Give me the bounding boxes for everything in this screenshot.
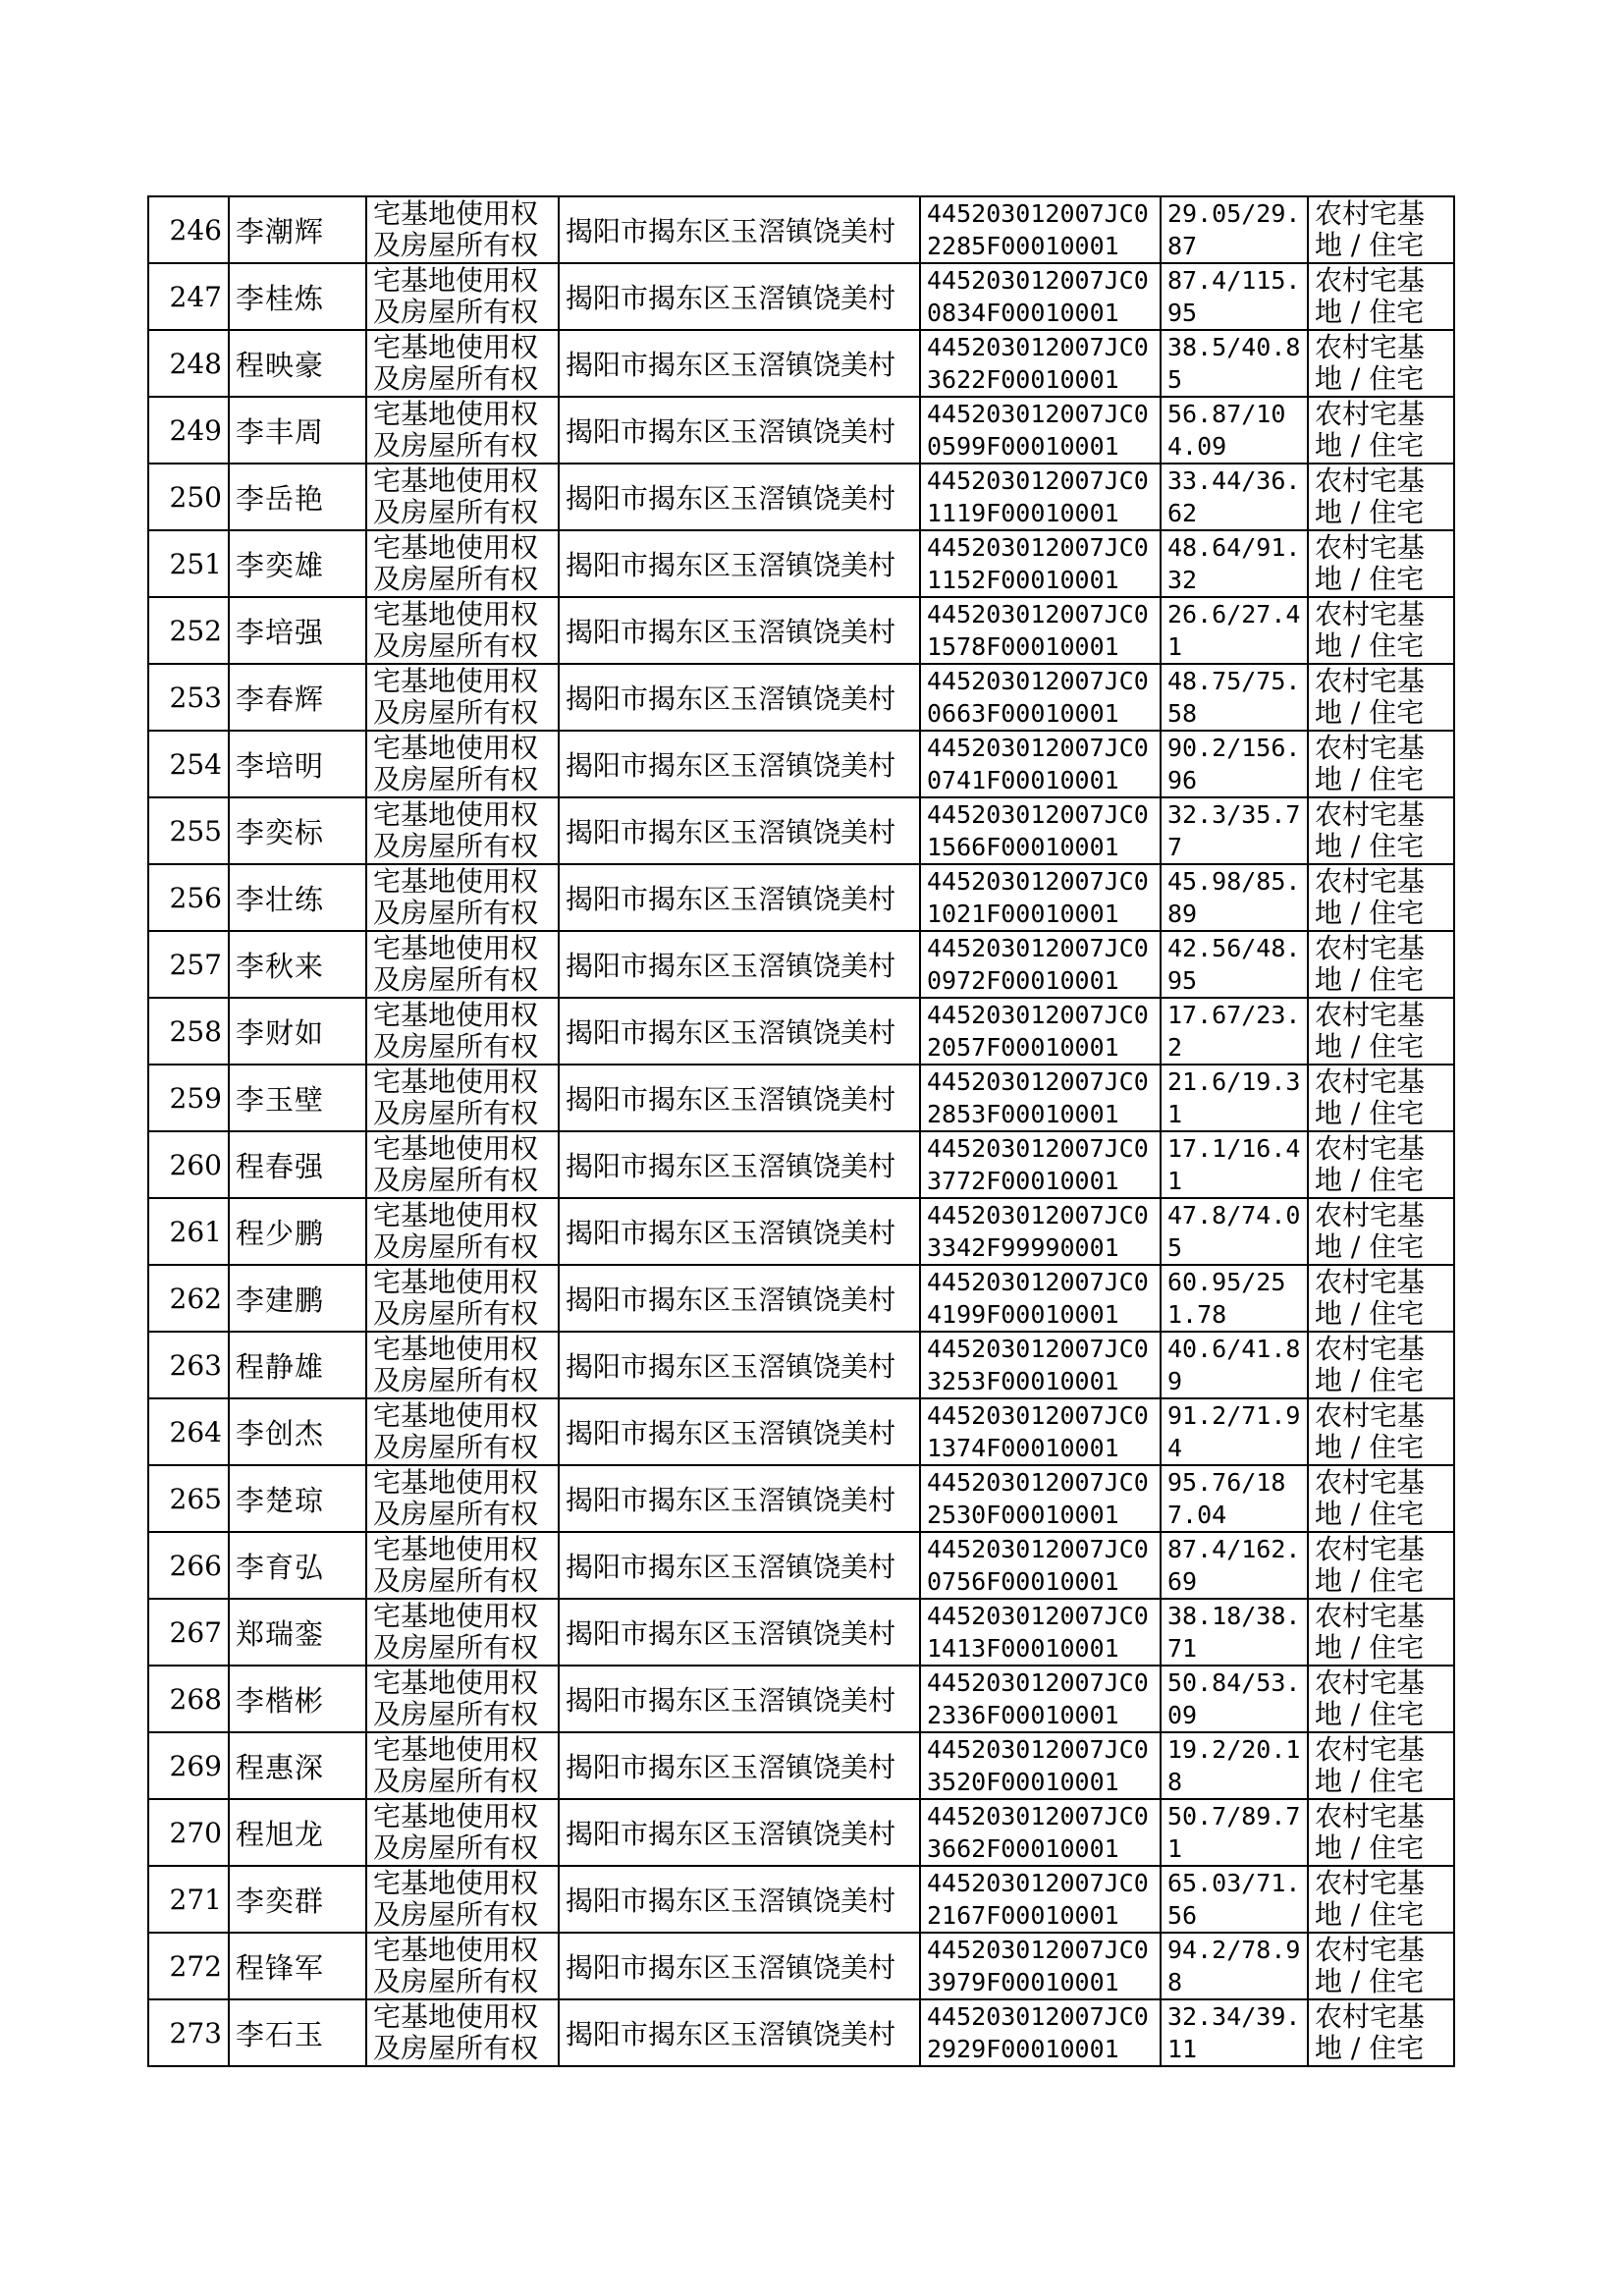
row-number: 262 <box>148 1265 229 1332</box>
table-row <box>148 1398 1454 1465</box>
unit-code: 445203012007JC02929F00010001 <box>920 1999 1161 2066</box>
right-type: 宅基地使用权及房屋所有权 <box>366 1732 559 1799</box>
unit-code: 445203012007JC00834F00010001 <box>920 263 1161 330</box>
table-row <box>148 1131 1454 1198</box>
property-location: 揭阳市揭东区玉滘镇饶美村 <box>559 1933 920 1999</box>
area-value: 45.98/85.89 <box>1161 864 1308 931</box>
right-type: 宅基地使用权及房屋所有权 <box>366 330 559 397</box>
owner-name: 程少鹏 <box>229 1198 366 1265</box>
owner-name: 李桂炼 <box>229 263 366 330</box>
row-number: 247 <box>148 263 229 330</box>
table-row <box>148 1465 1454 1532</box>
land-use: 农村宅基地 / 住宅 <box>1308 1799 1454 1866</box>
property-location: 揭阳市揭东区玉滘镇饶美村 <box>559 1666 920 1732</box>
right-type: 宅基地使用权及房屋所有权 <box>366 597 559 664</box>
row-number: 269 <box>148 1732 229 1799</box>
land-use: 农村宅基地 / 住宅 <box>1308 1532 1454 1599</box>
table-row <box>148 1065 1454 1131</box>
unit-code: 445203012007JC01152F00010001 <box>920 530 1161 597</box>
property-location: 揭阳市揭东区玉滘镇饶美村 <box>559 1732 920 1799</box>
table-row <box>148 664 1454 731</box>
right-type: 宅基地使用权及房屋所有权 <box>366 1599 559 1666</box>
owner-name: 李丰周 <box>229 397 366 464</box>
right-type: 宅基地使用权及房屋所有权 <box>366 998 559 1065</box>
land-use: 农村宅基地 / 住宅 <box>1308 464 1454 530</box>
unit-code: 445203012007JC01021F00010001 <box>920 864 1161 931</box>
area-value: 42.56/48.95 <box>1161 931 1308 998</box>
area-value: 38.5/40.85 <box>1161 330 1308 397</box>
area-value: 29.05/29.87 <box>1161 196 1308 263</box>
table-row <box>148 797 1454 864</box>
unit-code: 445203012007JC00599F00010001 <box>920 397 1161 464</box>
right-type: 宅基地使用权及房屋所有权 <box>366 1933 559 1999</box>
right-type: 宅基地使用权及房屋所有权 <box>366 1398 559 1465</box>
unit-code: 445203012007JC02530F00010001 <box>920 1465 1161 1532</box>
owner-name: 李培明 <box>229 731 366 797</box>
land-use: 农村宅基地 / 住宅 <box>1308 1398 1454 1465</box>
owner-name: 李楷彬 <box>229 1666 366 1732</box>
unit-code: 445203012007JC02057F00010001 <box>920 998 1161 1065</box>
right-type: 宅基地使用权及房屋所有权 <box>366 1866 559 1933</box>
table-row <box>148 1265 1454 1332</box>
land-use: 农村宅基地 / 住宅 <box>1308 1065 1454 1131</box>
land-use: 农村宅基地 / 住宅 <box>1308 263 1454 330</box>
right-type: 宅基地使用权及房屋所有权 <box>366 530 559 597</box>
right-type: 宅基地使用权及房屋所有权 <box>366 1265 559 1332</box>
owner-name: 李财如 <box>229 998 366 1065</box>
area-value: 50.7/89.71 <box>1161 1799 1308 1866</box>
table-row <box>148 1999 1454 2066</box>
owner-name: 李壮练 <box>229 864 366 931</box>
property-location: 揭阳市揭东区玉滘镇饶美村 <box>559 1999 920 2066</box>
table-row <box>148 196 1454 263</box>
table-row <box>148 1933 1454 1999</box>
land-use: 农村宅基地 / 住宅 <box>1308 1599 1454 1666</box>
land-use: 农村宅基地 / 住宅 <box>1308 1933 1454 1999</box>
property-location: 揭阳市揭东区玉滘镇饶美村 <box>559 1465 920 1532</box>
property-location: 揭阳市揭东区玉滘镇饶美村 <box>559 330 920 397</box>
land-use: 农村宅基地 / 住宅 <box>1308 1666 1454 1732</box>
land-use: 农村宅基地 / 住宅 <box>1308 1465 1454 1532</box>
unit-code: 445203012007JC01119F00010001 <box>920 464 1161 530</box>
unit-code: 445203012007JC03253F00010001 <box>920 1332 1161 1398</box>
right-type: 宅基地使用权及房屋所有权 <box>366 1666 559 1732</box>
right-type: 宅基地使用权及房屋所有权 <box>366 1198 559 1265</box>
row-number: 270 <box>148 1799 229 1866</box>
land-use: 农村宅基地 / 住宅 <box>1308 1265 1454 1332</box>
unit-code: 445203012007JC00741F00010001 <box>920 731 1161 797</box>
table-row <box>148 1666 1454 1732</box>
table-row <box>148 597 1454 664</box>
unit-code: 445203012007JC01413F00010001 <box>920 1599 1161 1666</box>
land-use: 农村宅基地 / 住宅 <box>1308 931 1454 998</box>
area-value: 19.2/20.18 <box>1161 1732 1308 1799</box>
owner-name: 程静雄 <box>229 1332 366 1398</box>
right-type: 宅基地使用权及房屋所有权 <box>366 263 559 330</box>
table-row <box>148 931 1454 998</box>
area-value: 50.84/53.09 <box>1161 1666 1308 1732</box>
table-row <box>148 530 1454 597</box>
right-type: 宅基地使用权及房屋所有权 <box>366 664 559 731</box>
table-row <box>148 464 1454 530</box>
right-type: 宅基地使用权及房屋所有权 <box>366 1332 559 1398</box>
land-use: 农村宅基地 / 住宅 <box>1308 998 1454 1065</box>
right-type: 宅基地使用权及房屋所有权 <box>366 864 559 931</box>
land-use: 农村宅基地 / 住宅 <box>1308 1131 1454 1198</box>
area-value: 38.18/38.71 <box>1161 1599 1308 1666</box>
area-value: 17.67/23.2 <box>1161 998 1308 1065</box>
property-location: 揭阳市揭东区玉滘镇饶美村 <box>559 1065 920 1131</box>
row-number: 254 <box>148 731 229 797</box>
area-value: 26.6/27.41 <box>1161 597 1308 664</box>
table-row <box>148 1866 1454 1933</box>
land-use: 农村宅基地 / 住宅 <box>1308 864 1454 931</box>
property-location: 揭阳市揭东区玉滘镇饶美村 <box>559 1332 920 1398</box>
table-row <box>148 1198 1454 1265</box>
owner-name: 程春强 <box>229 1131 366 1198</box>
area-value: 47.8/74.05 <box>1161 1198 1308 1265</box>
land-use: 农村宅基地 / 住宅 <box>1308 597 1454 664</box>
property-location: 揭阳市揭东区玉滘镇饶美村 <box>559 1532 920 1599</box>
land-use: 农村宅基地 / 住宅 <box>1308 1999 1454 2066</box>
property-location: 揭阳市揭东区玉滘镇饶美村 <box>559 464 920 530</box>
unit-code: 445203012007JC00663F00010001 <box>920 664 1161 731</box>
land-use: 农村宅基地 / 住宅 <box>1308 1198 1454 1265</box>
owner-name: 程旭龙 <box>229 1799 366 1866</box>
property-location: 揭阳市揭东区玉滘镇饶美村 <box>559 664 920 731</box>
owner-name: 李建鹏 <box>229 1265 366 1332</box>
owner-name: 李育弘 <box>229 1532 366 1599</box>
area-value: 87.4/115.95 <box>1161 263 1308 330</box>
right-type: 宅基地使用权及房屋所有权 <box>366 397 559 464</box>
table-row <box>148 397 1454 464</box>
property-location: 揭阳市揭东区玉滘镇饶美村 <box>559 797 920 864</box>
registration-table <box>147 195 1455 2067</box>
area-value: 48.75/75.58 <box>1161 664 1308 731</box>
table-row <box>148 330 1454 397</box>
unit-code: 445203012007JC03772F00010001 <box>920 1131 1161 1198</box>
unit-code: 445203012007JC02285F00010001 <box>920 196 1161 263</box>
property-location: 揭阳市揭东区玉滘镇饶美村 <box>559 931 920 998</box>
row-number: 266 <box>148 1532 229 1599</box>
unit-code: 445203012007JC03520F00010001 <box>920 1732 1161 1799</box>
area-value: 21.6/19.31 <box>1161 1065 1308 1131</box>
owner-name: 程映豪 <box>229 330 366 397</box>
unit-code: 445203012007JC04199F00010001 <box>920 1265 1161 1332</box>
owner-name: 李岳艳 <box>229 464 366 530</box>
property-location: 揭阳市揭东区玉滘镇饶美村 <box>559 1131 920 1198</box>
area-value: 40.6/41.89 <box>1161 1332 1308 1398</box>
table-row <box>148 1332 1454 1398</box>
row-number: 267 <box>148 1599 229 1666</box>
land-use: 农村宅基地 / 住宅 <box>1308 664 1454 731</box>
land-use: 农村宅基地 / 住宅 <box>1308 397 1454 464</box>
unit-code: 445203012007JC01578F00010001 <box>920 597 1161 664</box>
unit-code: 445203012007JC03622F00010001 <box>920 330 1161 397</box>
property-location: 揭阳市揭东区玉滘镇饶美村 <box>559 397 920 464</box>
row-number: 268 <box>148 1666 229 1732</box>
land-use: 农村宅基地 / 住宅 <box>1308 1332 1454 1398</box>
owner-name: 李石玉 <box>229 1999 366 2066</box>
property-location: 揭阳市揭东区玉滘镇饶美村 <box>559 1265 920 1332</box>
property-location: 揭阳市揭东区玉滘镇饶美村 <box>559 263 920 330</box>
owner-name: 李创杰 <box>229 1398 366 1465</box>
area-value: 32.34/39.11 <box>1161 1999 1308 2066</box>
right-type: 宅基地使用权及房屋所有权 <box>366 1999 559 2066</box>
area-value: 65.03/71.56 <box>1161 1866 1308 1933</box>
row-number: 259 <box>148 1065 229 1131</box>
area-value: 60.95/251.78 <box>1161 1265 1308 1332</box>
unit-code: 445203012007JC00972F00010001 <box>920 931 1161 998</box>
table-row <box>148 864 1454 931</box>
unit-code: 445203012007JC00756F00010001 <box>920 1532 1161 1599</box>
land-use: 农村宅基地 / 住宅 <box>1308 330 1454 397</box>
table-row <box>148 1732 1454 1799</box>
right-type: 宅基地使用权及房屋所有权 <box>366 731 559 797</box>
unit-code: 445203012007JC01566F00010001 <box>920 797 1161 864</box>
row-number: 271 <box>148 1866 229 1933</box>
owner-name: 李春辉 <box>229 664 366 731</box>
unit-code: 445203012007JC03342F99990001 <box>920 1198 1161 1265</box>
row-number: 246 <box>148 196 229 263</box>
land-use: 农村宅基地 / 住宅 <box>1308 797 1454 864</box>
owner-name: 郑瑞銮 <box>229 1599 366 1666</box>
land-use: 农村宅基地 / 住宅 <box>1308 196 1454 263</box>
unit-code: 445203012007JC02853F00010001 <box>920 1065 1161 1131</box>
property-location: 揭阳市揭东区玉滘镇饶美村 <box>559 864 920 931</box>
area-value: 91.2/71.94 <box>1161 1398 1308 1465</box>
row-number: 258 <box>148 998 229 1065</box>
owner-name: 李秋来 <box>229 931 366 998</box>
land-use: 农村宅基地 / 住宅 <box>1308 1866 1454 1933</box>
owner-name: 程惠深 <box>229 1732 366 1799</box>
property-location: 揭阳市揭东区玉滘镇饶美村 <box>559 998 920 1065</box>
property-location: 揭阳市揭东区玉滘镇饶美村 <box>559 1599 920 1666</box>
area-value: 95.76/187.04 <box>1161 1465 1308 1532</box>
area-value: 94.2/78.98 <box>1161 1933 1308 1999</box>
owner-name: 李培强 <box>229 597 366 664</box>
row-number: 250 <box>148 464 229 530</box>
row-number: 248 <box>148 330 229 397</box>
row-number: 261 <box>148 1198 229 1265</box>
table-row <box>148 1532 1454 1599</box>
unit-code: 445203012007JC02336F00010001 <box>920 1666 1161 1732</box>
row-number: 253 <box>148 664 229 731</box>
right-type: 宅基地使用权及房屋所有权 <box>366 1799 559 1866</box>
table-row <box>148 263 1454 330</box>
right-type: 宅基地使用权及房屋所有权 <box>366 797 559 864</box>
right-type: 宅基地使用权及房屋所有权 <box>366 1532 559 1599</box>
row-number: 256 <box>148 864 229 931</box>
table-row <box>148 998 1454 1065</box>
right-type: 宅基地使用权及房屋所有权 <box>366 196 559 263</box>
row-number: 273 <box>148 1999 229 2066</box>
area-value: 87.4/162.69 <box>1161 1532 1308 1599</box>
table-row <box>148 1799 1454 1866</box>
row-number: 252 <box>148 597 229 664</box>
right-type: 宅基地使用权及房屋所有权 <box>366 931 559 998</box>
row-number: 251 <box>148 530 229 597</box>
property-location: 揭阳市揭东区玉滘镇饶美村 <box>559 597 920 664</box>
land-use: 农村宅基地 / 住宅 <box>1308 530 1454 597</box>
table-body <box>148 196 1454 2066</box>
owner-name: 李玉壁 <box>229 1065 366 1131</box>
right-type: 宅基地使用权及房屋所有权 <box>366 1465 559 1532</box>
row-number: 257 <box>148 931 229 998</box>
right-type: 宅基地使用权及房屋所有权 <box>366 1131 559 1198</box>
owner-name: 程锋军 <box>229 1933 366 1999</box>
property-location: 揭阳市揭东区玉滘镇饶美村 <box>559 196 920 263</box>
owner-name: 李潮辉 <box>229 196 366 263</box>
row-number: 249 <box>148 397 229 464</box>
right-type: 宅基地使用权及房屋所有权 <box>366 1065 559 1131</box>
owner-name: 李楚琼 <box>229 1465 366 1532</box>
row-number: 264 <box>148 1398 229 1465</box>
area-value: 33.44/36.62 <box>1161 464 1308 530</box>
land-use: 农村宅基地 / 住宅 <box>1308 731 1454 797</box>
area-value: 32.3/35.77 <box>1161 797 1308 864</box>
area-value: 17.1/16.41 <box>1161 1131 1308 1198</box>
property-location: 揭阳市揭东区玉滘镇饶美村 <box>559 1866 920 1933</box>
owner-name: 李奕雄 <box>229 530 366 597</box>
property-location: 揭阳市揭东区玉滘镇饶美村 <box>559 530 920 597</box>
property-location: 揭阳市揭东区玉滘镇饶美村 <box>559 1198 920 1265</box>
property-location: 揭阳市揭东区玉滘镇饶美村 <box>559 1799 920 1866</box>
row-number: 265 <box>148 1465 229 1532</box>
owner-name: 李奕群 <box>229 1866 366 1933</box>
unit-code: 445203012007JC03662F00010001 <box>920 1799 1161 1866</box>
unit-code: 445203012007JC03979F00010001 <box>920 1933 1161 1999</box>
unit-code: 445203012007JC01374F00010001 <box>920 1398 1161 1465</box>
area-value: 90.2/156.96 <box>1161 731 1308 797</box>
row-number: 255 <box>148 797 229 864</box>
table-row <box>148 1599 1454 1666</box>
right-type: 宅基地使用权及房屋所有权 <box>366 464 559 530</box>
row-number: 263 <box>148 1332 229 1398</box>
land-use: 农村宅基地 / 住宅 <box>1308 1732 1454 1799</box>
property-location: 揭阳市揭东区玉滘镇饶美村 <box>559 731 920 797</box>
table-row <box>148 731 1454 797</box>
area-value: 48.64/91.32 <box>1161 530 1308 597</box>
row-number: 272 <box>148 1933 229 1999</box>
unit-code: 445203012007JC02167F00010001 <box>920 1866 1161 1933</box>
row-number: 260 <box>148 1131 229 1198</box>
area-value: 56.87/104.09 <box>1161 397 1308 464</box>
owner-name: 李奕标 <box>229 797 366 864</box>
property-location: 揭阳市揭东区玉滘镇饶美村 <box>559 1398 920 1465</box>
